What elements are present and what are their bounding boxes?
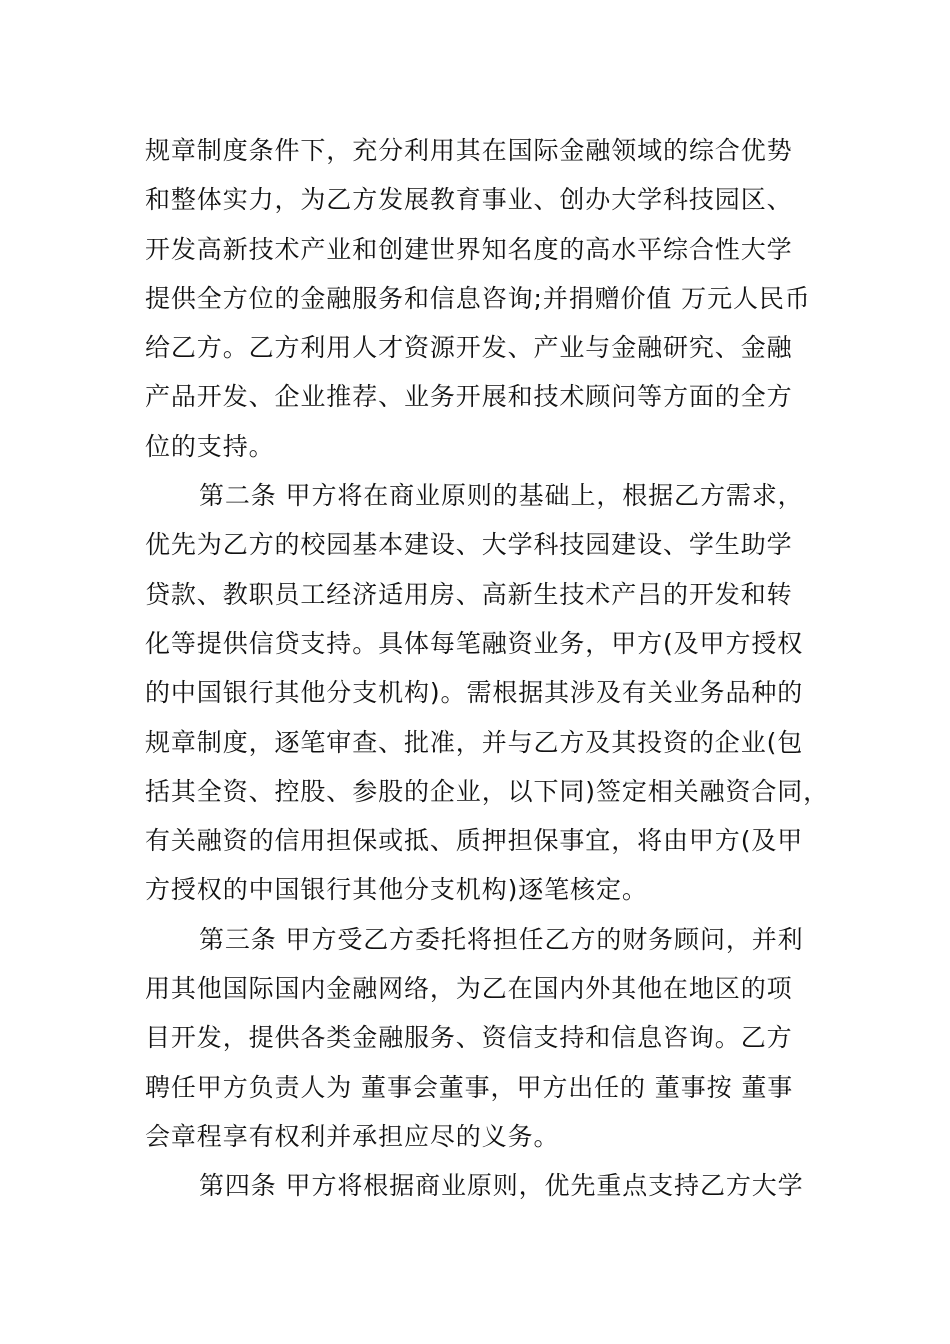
text-line: 优先为乙方的校园基本建设、大学科技园建设、学生助学 <box>145 530 793 560</box>
text-line: 给乙方。乙方利用人才资源开发、产业与金融研究、金融 <box>145 333 793 363</box>
text-line: 贷款、教职员工经济适用房、高新生技术产吕的开发和转 <box>145 579 793 609</box>
article-3-first-line: 第三条 甲方受乙方委托将担任乙方的财务顾问，并利 <box>199 924 804 954</box>
text-line: 产品开发、企业推荐、业务开展和技术顾问等方面的全方 <box>145 382 793 412</box>
text-line: 聘任甲方负责人为 董事会董事，甲方出任的 董事按 董事 <box>145 1072 794 1102</box>
article-4-first-line: 第四条 甲方将根据商业原则，优先重点支持乙方大学 <box>199 1171 804 1201</box>
text-line: 规章制度，逐笔审查、批准，并与乙方及其投资的企业(包 <box>145 727 804 757</box>
text-line: 位的支持。 <box>145 431 275 461</box>
text-line: 会章程享有权利并承担应尽的义务。 <box>145 1121 560 1151</box>
document-body <box>145 126 830 1211</box>
text-line: 提供全方位的金融服务和信息咨询;并捐赠价值 万元人民币 <box>145 283 811 313</box>
text-line: 括其全资、控股、参股的企业，以下同)签定相关融资合同， <box>145 776 830 806</box>
text-line: 化等提供信贷支持。具体每笔融资业务，甲方(及甲方授权 <box>145 628 804 658</box>
text-line: 方授权的中国银行其他分支机构)逐笔核定。 <box>145 875 648 905</box>
text-line: 和整体实力，为乙方发展教育事业、创办大学科技园区、 <box>145 185 793 215</box>
text-line: 目开发，提供各类金融服务、资信支持和信息咨询。乙方 <box>145 1023 793 1053</box>
text-line: 的中国银行其他分支机构)。需根据其涉及有关业务品种的 <box>145 678 804 708</box>
article-2-first-line: 第二条 甲方将在商业原则的基础上，根据乙方需求， <box>199 481 804 511</box>
text-line: 规章制度条件下，充分利用其在国际金融领域的综合优势 <box>145 136 793 165</box>
text-line: 有关融资的信用担保或抵、质押担保事宜，将由甲方(及甲 <box>145 826 804 856</box>
text-line: 开发高新技术产业和创建世界知名度的高水平综合性大学 <box>145 234 793 264</box>
text-line: 用其他国际国内金融网络，为乙在国内外其他在地区的项 <box>145 974 793 1004</box>
